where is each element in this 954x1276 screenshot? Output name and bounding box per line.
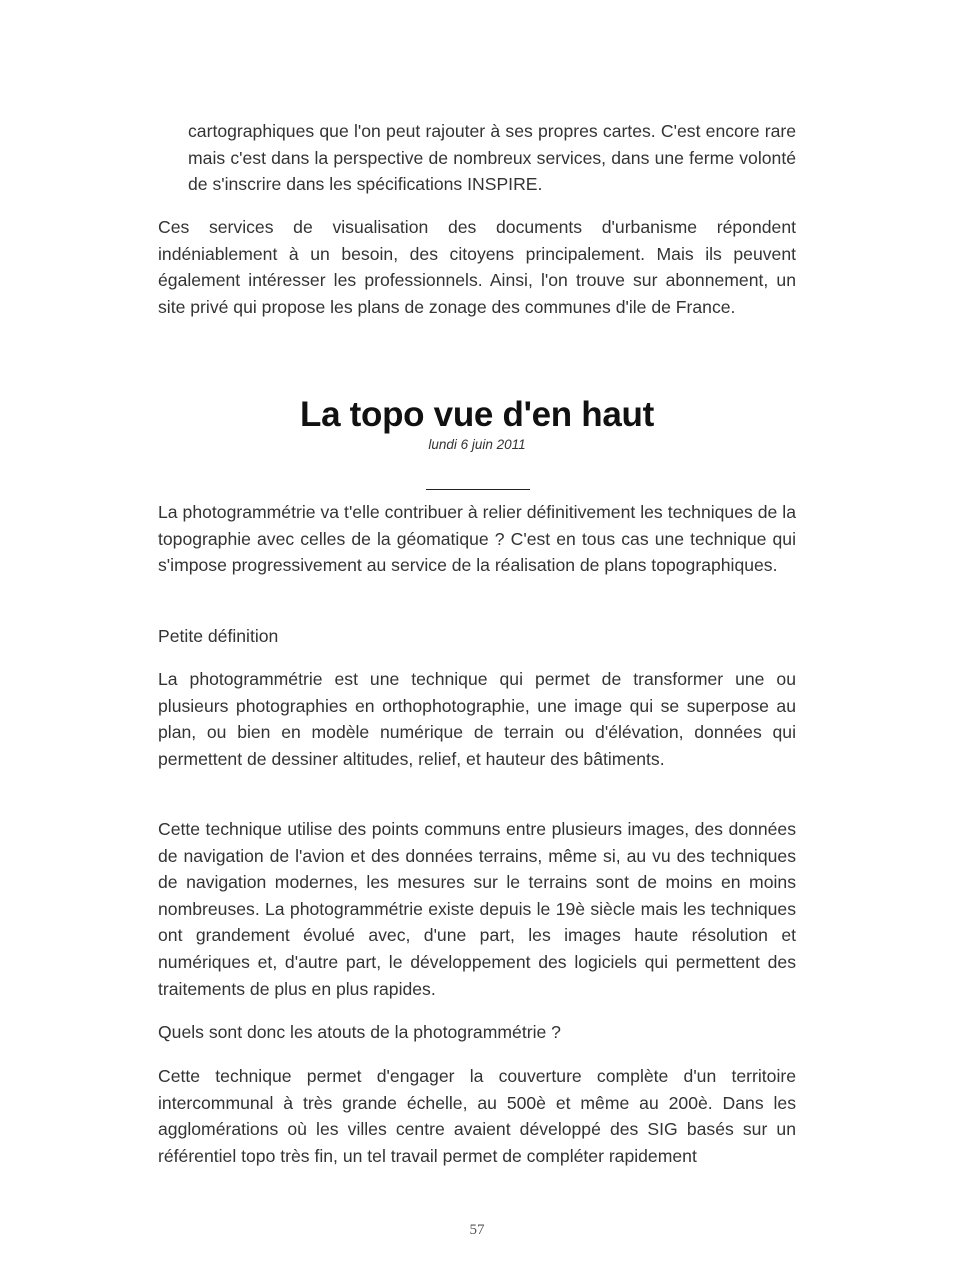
paragraph-atouts: Cette technique permet d'engager la couverture complète d'un territoire intercommunal à très grande échelle, au 500è et même au 200è. Dans les agglomérations où les villes centre avaient développé des SIG basés sur un référentiel topo très fin, un tel travail permet de compléter rapidement	[158, 1066, 796, 1166]
subheading-definition: Petite définition	[158, 626, 279, 646]
paragraph-visualisation-services: Ces services de visualisation des documents d'urbanisme répondent indéniablement à un besoin, des citoyens principalement. Mais ils peuvent également intéresser les professionnels. Ainsi, l'on trouve sur abonnement, un site privé qui propose les plans de zonage des communes d'ile de France.	[158, 217, 796, 317]
title-separator-line	[426, 489, 530, 490]
subheading-atouts: Quels sont donc les atouts de la photogrammétrie ?	[158, 1022, 561, 1042]
page-number: 57	[469, 1222, 485, 1238]
article-date: lundi 6 juin 2011	[428, 437, 526, 452]
paragraph-intro: La photogrammétrie va t'elle contribuer à relier définitivement les techniques de la topographie avec celles de la géomatique ? C'est en tous cas une technique qui s'impose progressivement au service de la réalisation de plans topographiques.	[158, 502, 796, 576]
paragraph-technique: Cette technique utilise des points communs entre plusieurs images, des données de navigation de l'avion et des données terrains, même si, au vu des techniques de navigation modernes, les mesures sur le terrains sont de moins en moins nombreuses. La photogrammétrie existe depuis le 19è siècle mais les techniques ont grandement évolué avec, d'une part, les images haute résolution et numériques et, d'autre part, le développement des logiciels qui permettent des traitements de plus en plus rapides.	[158, 819, 796, 999]
paragraph-definition: La photogrammétrie est une technique qui permet de transformer une ou plusieurs photographies en orthophotographie, une image qui se superpose au plan, ou bien en modèle numérique de terrain ou d'élévation, données qui permettent de dessiner altitudes, relief, et hauteur des bâtiments.	[158, 669, 796, 769]
article-title: La topo vue d'en haut	[300, 395, 654, 434]
paragraph-continued-list-item: cartographiques que l'on peut rajouter à ses propres cartes. C'est encore rare mais c'est dans la perspective de nombreux services, dans une ferme volonté de s'inscrire dans les spécifications INSPIRE.	[188, 121, 796, 195]
